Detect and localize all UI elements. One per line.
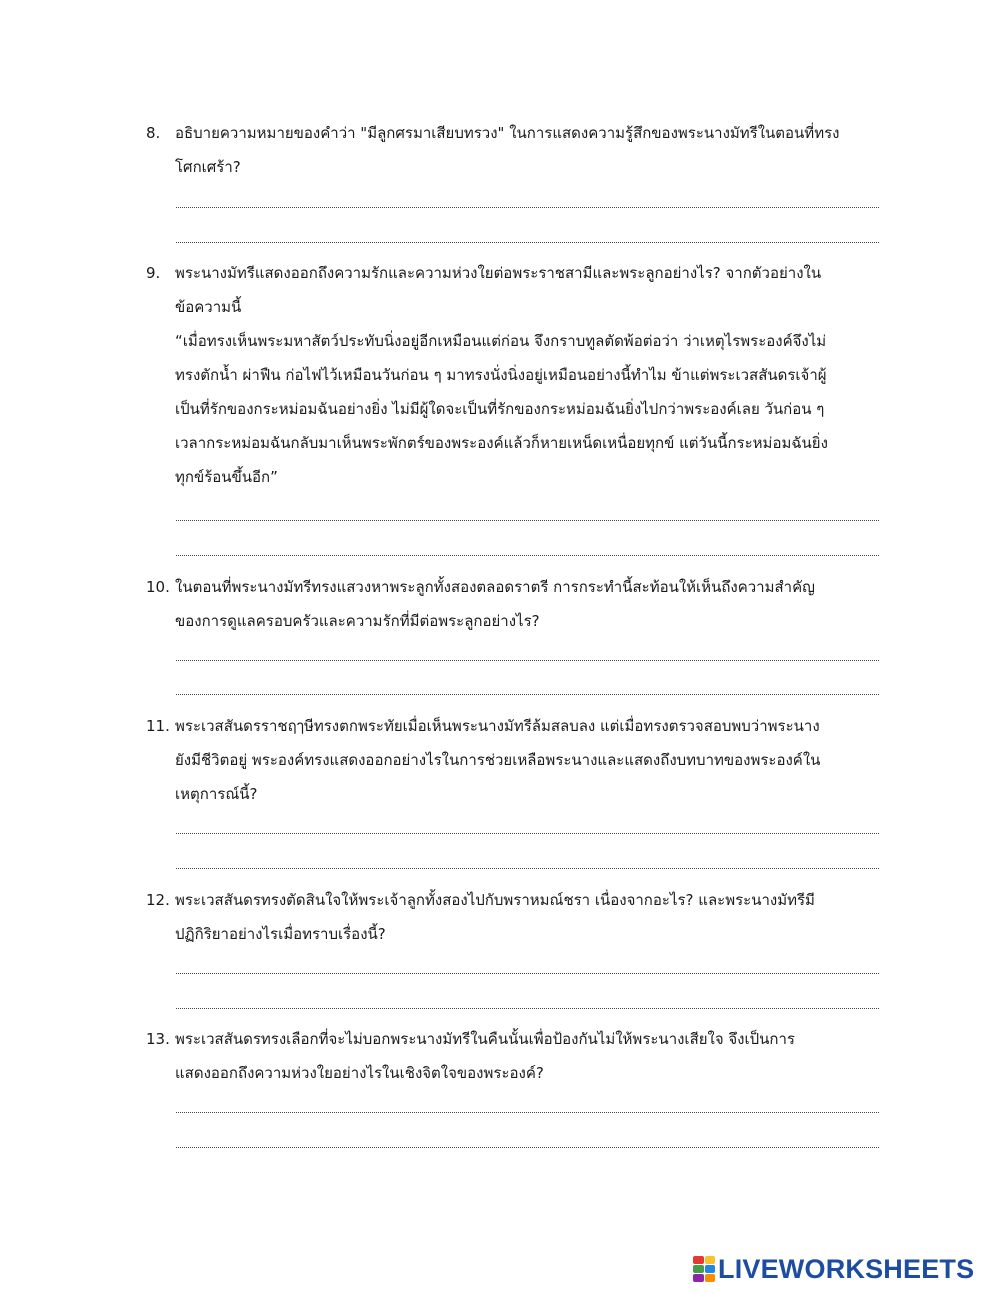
answer-line-8a[interactable] [176, 207, 879, 208]
question-text [175, 883, 886, 951]
answer-line-9a[interactable] [176, 520, 879, 521]
question-line: ปฏิกิริยาอย่างไรเมื่อทราบเรื่องนี้? [175, 925, 386, 943]
question-line: ยังมีชีวิตอยู่ พระองค์ทรงแสดงออกอย่างไรในการช่วยเหลือพระนางและแสดงถึงบทบาทของพระองค์ใน [175, 751, 821, 769]
question-text [175, 709, 886, 811]
question-number: 9. [146, 264, 161, 282]
question-line: แสดงออกถึงความห่วงใยอย่างไรในเชิงจิตใจของพระองค์? [175, 1064, 544, 1082]
question-11 [146, 709, 886, 811]
answer-line-10a[interactable] [176, 660, 879, 661]
logo-square [693, 1265, 704, 1273]
question-line: โศกเศร้า? [175, 158, 241, 176]
question-line: ของการดูแลครอบครัวและความรักที่มีต่อพระลูกอย่างไร? [175, 612, 540, 630]
quote-line: ทุกข์ร้อนขึ้นอีก” [175, 468, 278, 486]
logo-square [705, 1274, 716, 1282]
question-text [175, 116, 886, 184]
question-number: 11. [146, 717, 170, 735]
question-line: เหตุการณ์นี้? [175, 785, 258, 803]
question-line: ในตอนที่พระนางมัทรีทรงแสวงหาพระลูกทั้งสองตลอดราตรี การกระทำนี้สะท้อนให้เห็นถึงความสำคัญ [175, 578, 815, 596]
question-number: 12. [146, 891, 170, 909]
answer-line-9b[interactable] [176, 555, 879, 556]
question-line: พระเวสสันดรราชฤๅษีทรงตกพระทัยเมื่อเห็นพระนางมัทรีล้มสลบลง แต่เมื่อทรงตรวจสอบพบว่าพระนาง [175, 717, 820, 735]
logo-square [693, 1274, 704, 1282]
question-line: ข้อความนี้ [175, 298, 242, 316]
question-text [175, 1022, 886, 1090]
question-number: 13. [146, 1030, 170, 1048]
question-line: อธิบายความหมายของคำว่า "มีลูกศรมาเสียบทรวง" ในการแสดงความรู้สึกของพระนางมัทรีในตอนที่ทรง [175, 124, 840, 142]
question-text [175, 256, 886, 494]
answer-line-11b[interactable] [176, 868, 879, 869]
question-9 [146, 256, 886, 494]
quote-line: “เมื่อทรงเห็นพระมหาสัตว์ประทับนิ่งอยู่อีกเหมือนแต่ก่อน จึงกราบทูลตัดพ้อต่อว่า ว่าเหตุไรพระองค์จึงไม่ [175, 332, 827, 350]
logo-square [705, 1256, 716, 1264]
question-10 [146, 570, 886, 638]
logo-square [693, 1256, 704, 1264]
logo-text: LIVEWORKSHEETS [718, 1253, 975, 1284]
question-line: พระเวสสันดรทรงตัดสินใจให้พระเจ้าลูกทั้งสองไปกับพราหมณ์ชรา เนื่องจากอะไร? และพระนางมัทรีมี [175, 891, 815, 909]
answer-line-10b[interactable] [176, 694, 879, 695]
question-12 [146, 883, 886, 951]
question-line: พระนางมัทรีแสดงออกถึงความรักและความห่วงใยต่อพระราชสามีและพระลูกอย่างไร? จากตัวอย่างใน [175, 264, 822, 282]
quote-line: เวลากระหม่อมฉันกลับมาเห็นพระพักตร์ของพระองค์แล้วก็หายเหน็ดเหนื่อยทุกข์ แต่วันนี้กระหม่อมฉันยิ่ง [175, 434, 828, 452]
answer-line-8b[interactable] [176, 242, 879, 243]
quote-line: ทรงตักน้ำ ผ่าฟืน ก่อไฟไว้เหมือนวันก่อน ๆ มาทรงนั่งนิ่งอยู่เหมือนอย่างนี้ทำไม ข้าแต่พระเวสสันดรเจ้าผู้ [175, 366, 827, 384]
answer-line-12b[interactable] [176, 1008, 879, 1009]
question-number: 8. [146, 124, 161, 142]
question-13 [146, 1022, 886, 1090]
question-text [175, 570, 886, 638]
answer-line-13b[interactable] [176, 1147, 879, 1148]
answer-line-13a[interactable] [176, 1112, 879, 1113]
liveworksheets-logo-icon [693, 1256, 715, 1282]
liveworksheets-logo [693, 1252, 993, 1286]
quote-line: เป็นที่รักของกระหม่อมฉันอย่างยิ่ง ไม่มีผู้ใดจะเป็นที่รักของกระหม่อมฉันยิ่งไปกว่าพระองค์เลย วันก่อน ๆ [175, 400, 825, 418]
answer-line-11a[interactable] [176, 833, 879, 834]
question-number: 10. [146, 578, 170, 596]
answer-line-12a[interactable] [176, 973, 879, 974]
question-8 [146, 116, 886, 184]
logo-square [705, 1265, 716, 1273]
question-line: พระเวสสันดรทรงเลือกที่จะไม่บอกพระนางมัทรีในคืนนั้นเพื่อป้องกันไม่ให้พระนางเสียใจ จึงเป็นการ [175, 1030, 795, 1048]
